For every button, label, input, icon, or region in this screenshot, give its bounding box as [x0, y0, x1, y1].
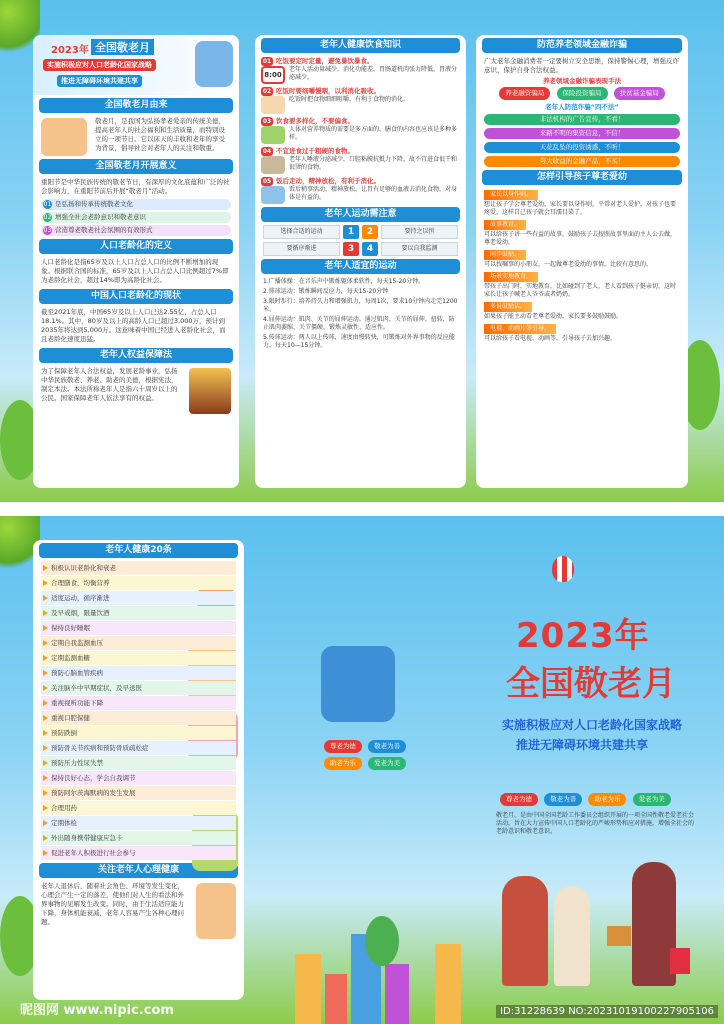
health-item: 适度运动，循序渐进 — [41, 591, 236, 605]
section-title: 关注老年人心理健康 — [39, 863, 238, 878]
tip-number: 4 — [362, 242, 378, 256]
motto-tag: 敬老为善 — [368, 740, 406, 753]
exercise-item: 1.广播体操：在音乐声中锻炼躯体柔软性，每天15-20分钟。 — [263, 278, 425, 285]
fraud-subtitle: 养老领域金融诈骗表现手法 — [543, 77, 621, 85]
banner-line2: 推进无障碍环境共建共享 — [57, 75, 142, 87]
mental-health-text: 老年人退休后，随着社会角色、环境等发生变化，心理会产生一定的落差，使他们对人生的看法和外界事物的见解发生改变。同时，由于生活适应能力下降，身体机能衰减，老年人容易产生各种心理问题。 — [41, 882, 184, 926]
health-item: 预防心脑血管疾病 — [41, 666, 236, 680]
health-item: 积极认识老龄化和衰老 — [41, 561, 236, 575]
meaning-item: 02 增强全社会老龄意识和敬老意识 — [41, 212, 231, 223]
building — [295, 954, 321, 1024]
tip-number: 2 — [362, 225, 378, 239]
section-title: 老年人运动需注意 — [261, 207, 460, 222]
section-body — [33, 116, 239, 156]
banner-line1: 实施积极应对人口老龄化国家战略 — [43, 59, 156, 71]
elderly-couple-illustration — [195, 41, 233, 87]
building — [325, 974, 347, 1024]
scales-books-illustration — [189, 368, 231, 414]
watermark-left: 昵图网 www.nipic.com — [20, 1003, 174, 1018]
family-illustration — [502, 856, 692, 986]
tree — [365, 916, 399, 966]
tip-number: 3 — [343, 242, 359, 256]
exercise-item: 3.限时步行：培养持久力和增强肌力，每周1次，要求10分钟内走完1200米。 — [263, 298, 458, 313]
health-item: 定期体检 — [41, 816, 236, 830]
health-item: 促进老年人积极进行社会参与 — [41, 846, 236, 860]
panel-back-middle — [255, 516, 466, 1024]
exercise-item: 5.传球运动：两人以上传球，速度由慢转快，可锻炼对外界事物的反应能力，每天10—15分钟。 — [263, 334, 455, 349]
motto-tag: 助老为乐 — [588, 793, 626, 806]
fraud-tags — [476, 85, 688, 102]
watermark-right: ID:31228639 NO:20231019100227905106 — [496, 1005, 718, 1018]
meaning-item: 01 是弘扬和传承传统敬老文化 — [41, 199, 231, 210]
motto-pills — [310, 738, 420, 772]
diet-item: 01 吃饭要定时定量，避免暴饮暴食。 8:00 老年人活动量减少，消化功能差，胃肠道机肉张力降低，胃液分泌减少。 — [261, 56, 460, 84]
panel-middle — [255, 35, 466, 488]
fraud-type-tag: 养老融资骗局 — [499, 87, 550, 100]
aging-definition-text: 人口老龄化是指65岁及以上人口占总人口的比例不断增加的现象。根据联合国的标准，65岁及以上人口占总人口比例超过7%即为老龄化社会，超过14%即为高龄化社会。 — [41, 258, 229, 284]
health-item: 预防阿尔茨海默病的发生发展 — [41, 786, 236, 800]
section-title: 全国敬老月开展意义 — [39, 159, 233, 174]
diet-item: 04 不宜进食过于粗硬的食物。 老年人唾液分泌减少，口腔粘膜抗抵力下降，故不宜进食很干和很烫的食物。 — [261, 146, 460, 174]
exercise-item: 4.屈伸运动：肌肉、关节的屈伸运动。通过肌肉、关节的屈伸、扭转，防止肌肉萎缩、关节僵硬，锻炼灵敏性、适应性。 — [263, 316, 455, 331]
meaning-text: 重阳节是中华民族传统的敬老节日，有深厚的文化底蕴和广泛的社会影响力，在重阳节前后开展“敬老月”活动。 — [41, 178, 230, 195]
fraud-type-tag: 保险投资骗局 — [557, 87, 608, 100]
health-item: 预防骨关节疾病和预防骨质疏松症 — [41, 741, 236, 755]
diet-item: 05 饭后走动，精神放松，有利于消化。 饭后稍事活动，精神放松，让胃有足够的血液去消化食物，对身体是有益的。 — [261, 176, 460, 204]
hot-air-balloon-icon — [552, 556, 574, 582]
health-item: 重视口腔保健 — [41, 711, 236, 725]
health-item: 定期监测血糖 — [41, 651, 236, 665]
panel-left — [33, 35, 239, 488]
vegetables-icon — [261, 126, 285, 144]
health-item: 外出随身携带健康应急卡 — [41, 831, 236, 845]
health-item: 关注脑卒中早期症状，及早送医 — [41, 681, 236, 695]
fraud-subtitle: 老年人防范诈骗“四不法” — [545, 103, 619, 111]
motto-tag: 尊老为德 — [500, 793, 538, 806]
health-item: 预防压力性尿失禁 — [41, 756, 236, 770]
health-item: 预防跌倒 — [41, 726, 236, 740]
cover-line1: 实施积极应对人口老龄化国家战略 — [502, 718, 683, 732]
section-title: 老年人健康饮食知识 — [261, 38, 460, 53]
guide-item: 电视、动画片等引导。 可以给孩子看电视、动画等，引导孩子去加兴趣。 — [484, 325, 617, 342]
banner-year: 2023年 — [51, 45, 89, 56]
exercise-tip: 要循序渐进 — [263, 242, 340, 256]
motto-tag: 敬老为善 — [544, 793, 582, 806]
fraud-rule: 非法机构的广告宣传，不看！ — [484, 114, 680, 125]
section-title: 全国敬老月由来 — [39, 98, 233, 113]
health-item: 保持良好心态，学会自我调节 — [41, 771, 236, 785]
exercise-tips-grid — [263, 225, 458, 256]
dish-icon — [261, 156, 285, 174]
guide-item: 故事教育。 可以给孩子讲一些有益的故事，鼓励孩子去按照故事里面的主人公去做，尊老爱幼。 — [484, 221, 677, 246]
section-body — [33, 881, 244, 939]
exercise-tip: 选择合适的运动 — [263, 225, 340, 239]
motto-tag: 爱老为美 — [633, 793, 671, 806]
elderly-woman-figure — [502, 876, 548, 986]
guide-item: 场景实地教育。 带孩子出门时，实地教育，比如碰到了老人，老人看到孩子挺亲切，这时家长让孩子喊老人爷爷或者奶奶。 — [484, 273, 677, 298]
cover-line2: 推进无障碍环境共建共享 — [516, 738, 649, 752]
section-title: 老年人适宜的运动 — [261, 259, 460, 274]
elderly-thinking-illustration — [196, 883, 236, 939]
section-title: 人口老龄化的定义 — [39, 239, 233, 254]
fraud-rule: 夸大收益的金融产品，不买！ — [484, 156, 680, 167]
diet-item: 02 吃饭时要细嚼慢咽，以利消化吸收。 吃饭时把食物细细咀嚼，有利于食物的消化。 — [261, 86, 460, 114]
section-title: 防范养老领域金融诈骗 — [482, 38, 682, 53]
aging-status-text: 截至2021年底，中国65岁及以上人口已达2.55亿，占总人口18.1%。其中，80岁及以上的高龄人口已超过3,000万，预计到2035年将达到5,000万。这意味着中国已经进入老龄化社会，而且老龄化速度迅猛。 — [41, 308, 226, 343]
cover-year: 2023年 — [516, 616, 650, 656]
section-title: 怎样引导孩子尊老爱幼 — [482, 170, 682, 185]
health-item: 及早戒烟，限量饮酒 — [41, 606, 236, 620]
rights-law-text: 为了保障老年人合法权益，发展老龄事业，弘扬中华民族敬老、养老、助老的美德，根据宪法，制定本法。本法所称老年人是指六十周岁以上的公民。国家保障老年人依法享有的权益。 — [41, 367, 178, 402]
health-item: 重视视听功能下降 — [41, 696, 236, 710]
fraud-type-tag: 扶贫基金骗局 — [614, 87, 665, 100]
health-item: 定期自我监测血压 — [41, 636, 236, 650]
elderly-man-figure — [554, 886, 590, 986]
sofa-couple-illustration — [321, 646, 395, 722]
health-item: 保持良好睡眠 — [41, 621, 236, 635]
walking-icon — [261, 186, 285, 204]
health-list — [33, 561, 244, 860]
cover-description: 敬老月，是由中国全国老龄工作委员会组织开展的一项全国性敬老爱老社会活动，旨在大力宣传中国人口老龄化的严峻形势和应对措施，增强全社会的老龄意识和敬老意识。 — [496, 812, 695, 835]
motto-tag: 尊老为德 — [324, 740, 362, 753]
shopping-bag-icon — [670, 948, 690, 974]
motto-tag: 助老为乐 — [324, 757, 362, 770]
building — [435, 944, 461, 1024]
exercise-item: 2.排球运动：锻炼瞬间反应力，每天15-20分钟 — [263, 288, 389, 295]
health-item: 合理膳食，均衡营养 — [41, 576, 236, 590]
section-title: 老年人权益保障法 — [39, 348, 233, 363]
fraud-rule: 天花乱坠的投资诱惑，不听！ — [484, 142, 680, 153]
elderly-group-illustration — [41, 118, 87, 156]
gift-basket-icon — [607, 926, 631, 946]
building — [385, 964, 409, 1024]
panel-cover — [476, 516, 724, 1024]
exercise-tip: 要持之以恒 — [381, 225, 458, 239]
fraud-intro-text: 广大老年金融消费者一定要树立安全思维，保持警惕心理，增强反诈意识，保护自身合法权益。 — [484, 57, 679, 74]
section-body — [33, 366, 239, 414]
panel-right — [476, 35, 688, 488]
fraud-rule: 来路不明的集资信息，不信！ — [484, 128, 680, 139]
guide-item: 多说鼓励话。 如果孩子能主动看老尊老爱幼，家长要多鼓励鼓励。 — [484, 303, 623, 320]
guide-item: 家长以身作则。 想让孩子学会尊老爱幼，家长要以身作则，平常对老人爱护，对孩子也要疼爱，这样自己孩子就会耳濡目染了。 — [484, 191, 677, 216]
cover-motto-tags — [498, 791, 688, 808]
panel-health-tips — [33, 540, 244, 1000]
clock-icon: 8:00 — [261, 66, 285, 84]
origin-text: 敬老月，是我国为弘扬孝老爱亲的传统美德，提高老年人的社会福利和生活质量，而特别设立的一项节日。它以床天的丰收和老年的享受为背景，倡导社会对老年人的关注和敬重。 — [95, 117, 225, 152]
cover-title: 全国敬老月 — [506, 664, 676, 704]
guide-item: 同伴鼓励。 可以找嘱事的小朋友，一起做尊老爱幼的事情，比较有意思的。 — [484, 251, 653, 268]
motto-tag: 爱老为美 — [368, 757, 406, 770]
diet-item: 03 饮食要多样化，不要偏食。 人体对营养物质的需要是多方面的，膳食的内容也应该是多种多样。 — [261, 116, 460, 144]
health-item: 合理用药 — [41, 801, 236, 815]
meaning-item: 03 营造尊老敬老社会氛围的有效形式 — [41, 225, 231, 236]
brochure-outside-sheet — [0, 516, 724, 1024]
section-title: 老年人健康20条 — [39, 543, 238, 558]
exercise-tip: 要以自我监测 — [381, 242, 458, 256]
banner — [33, 35, 239, 95]
banner-title: 全国敬老月 — [91, 39, 154, 55]
brochure-inside-sheet — [0, 0, 724, 502]
eating-icon — [261, 96, 285, 114]
section-title: 中国人口老龄化的现状 — [39, 289, 233, 304]
tip-number: 1 — [343, 225, 359, 239]
